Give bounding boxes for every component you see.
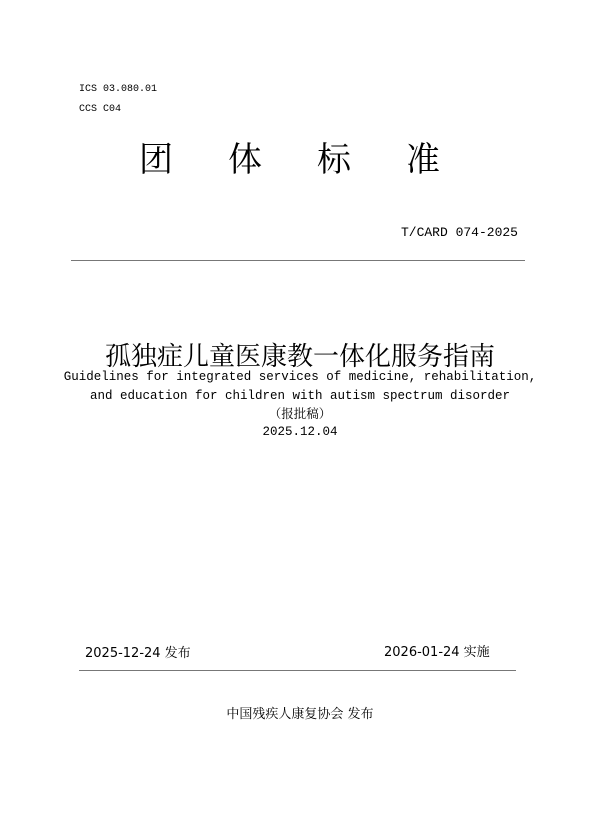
publish-date: 2025-12-24 发布 (85, 646, 191, 661)
standard-code: T/CARD 074-2025 (400, 225, 518, 240)
draft-date: 2025.12.04 (262, 425, 338, 439)
title-en-line1: Guidelines for integrated services of medicine, rehabilitation, (63, 370, 537, 384)
publishing-organization: 中国残疾人康复协会 发布 (226, 707, 374, 722)
bottom-divider (79, 670, 516, 671)
title-en-line2: and education for children with autism spectrum disorder (89, 389, 511, 403)
implement-date: 2026-01-24 实施 (384, 645, 490, 660)
standard-kind-char: 团 (139, 140, 173, 180)
draft-label: （报批稿） (268, 406, 332, 421)
standard-kind-char: 体 (228, 140, 262, 180)
standard-kind-char: 准 (406, 140, 440, 180)
top-divider (71, 260, 525, 261)
title-zh: 孤独症儿童医康教一体化服务指南 (104, 342, 495, 372)
ics-code: ICS 03.080.01 (79, 84, 158, 95)
standard-kind-char: 标 (317, 140, 351, 180)
ccs-code: CCS C04 (79, 104, 122, 115)
standard-kind (0, 140, 600, 180)
